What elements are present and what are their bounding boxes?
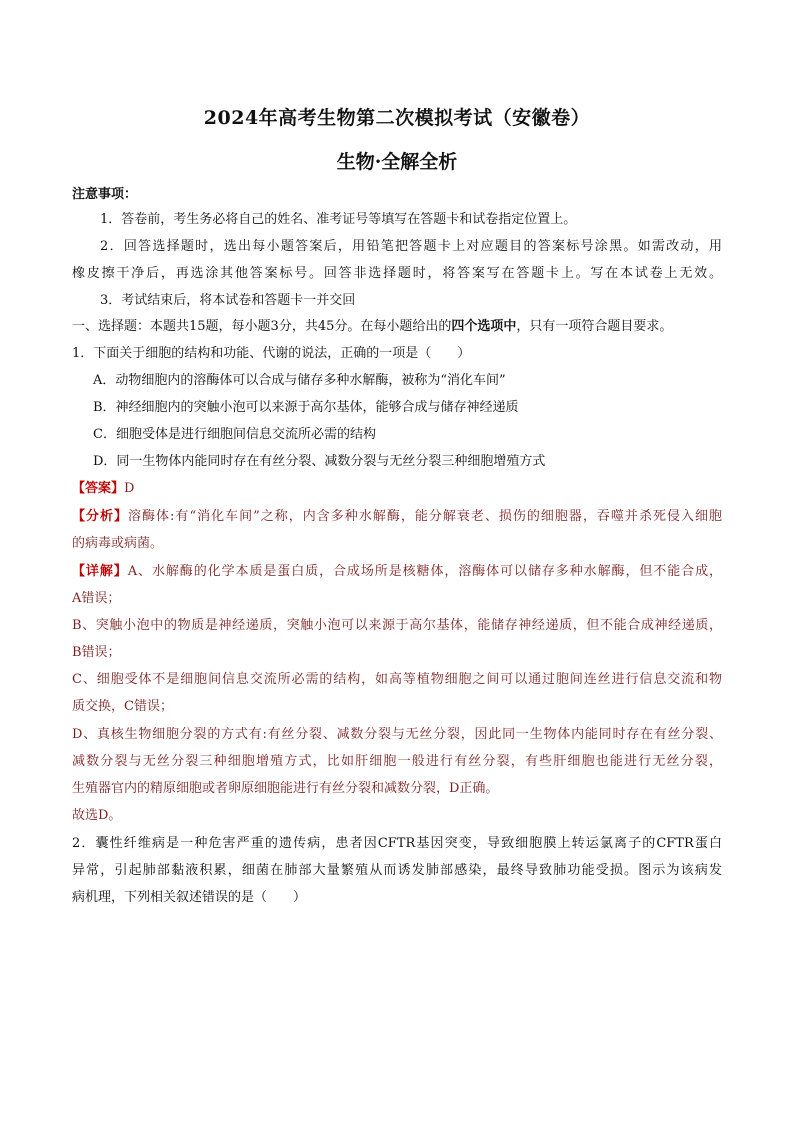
q1-option-b: B．神经细胞内的突触小泡可以来源于高尔基体，能够合成与储存神经递质 [93,400,519,415]
q1-option-c: C．细胞受体是进行细胞间信息交流所必需的结构 [93,427,376,442]
notice-item-3: 3．考试结束后，将本试卷和答题卡一并交回 [100,293,356,308]
q1-detail-line-8: 减数分裂与无丝分裂三种细胞增殖方式，比如肝细胞一般进行有丝分裂，有些肝细胞也能进行无丝分裂， [72,754,722,769]
notice-item-2: 2．回答选择题时，选出每小题答案后，用铅笔把答题卡上对应题目的答案标号涂黑。如需改动，用 [100,239,722,254]
q1-detail-line-7: D、真核生物细胞分裂的方式有:有丝分裂、减数分裂与无丝分裂，因此同一生物体内能同时存在有丝分裂、 [72,727,722,742]
answer-value: D [124,481,135,496]
detail-text-a: A、水解酶的化学本质是蛋白质，合成场所是核糖体，溶酶体可以储存多种水解酶，但不能合成， [127,564,722,579]
q2-stem-line-3: 病机理，下列相关叙述错误的是（ ） [72,890,307,905]
q1-detail-line-4: B错误； [72,645,121,660]
section-heading-tail: ，只有一项符合题目要求。 [516,319,673,334]
q1-detail-line-3: B、突触小泡中的物质是神经递质，突触小泡可以来源于高尔基体，能储存神经递质，但不能合成神经递质， [72,618,722,633]
q1-analysis-line-1 [72,508,722,526]
q1-detail-line-5: C、细胞受体不是细胞间信息交流所必需的结构，如高等植物细胞之间可以通过胞间连丝进行信息交流和物 [72,672,722,687]
q1-option-a: A．动物细胞内的溶酶体可以合成与储存多种水解酶，被称为“消化车间” [93,373,506,388]
q1-detail-line-9: 生殖器官内的精原细胞或者卵原细胞能进行有丝分裂和减数分裂，D正确。 [72,781,499,796]
document-subtitle: 生物·全解全析 [336,151,458,173]
q1-conclusion: 故选D。 [72,808,122,823]
section-heading-lead: 一、选择题：本题共15题，每小题3分，共45分。在每小题给出的 [72,319,452,334]
q2-stem-line-2: 异常，引起肺部黏液积累，细菌在肺部大量繁殖从而诱发肺部感染，最终导致肺功能受损。图示为该病发 [72,863,722,878]
analysis-text: 溶酶体:有“消化车间”之称，内含多种水解酶，能分解衰老、损伤的细胞器，吞噬并杀死侵入细胞 [128,509,722,524]
q2-stem-line-1: 2．囊性纤维病是一种危害严重的遗传病，患者因CFTR基因突变，导致细胞膜上转运氯离子的CFTR蛋白 [72,836,722,851]
q1-analysis-line-2: 的病毒或病菌。 [72,536,164,551]
analysis-tag: 【分析】 [72,509,129,524]
detail-tag: 【详解】 [72,564,128,579]
section-heading-bold: 四个选项中 [451,319,517,334]
notice-heading: 注意事项： [72,187,138,202]
answer-tag: 【答案】 [72,481,125,496]
q1-detail-line-2: A错误； [72,591,121,606]
q1-option-d: D．同一生物体内能同时存在有丝分裂、减数分裂与无丝分裂三种细胞增殖方式 [93,454,546,469]
notice-item-2-cont: 橡皮擦干净后，再选涂其他答案标号。回答非选择题时，将答案写在答题卡上。写在本试卷上无效。 [72,266,722,281]
document-title: 2024年高考生物第二次模拟考试（安徽卷） [203,107,591,129]
section-heading [72,318,672,336]
notice-item-1: 1．答卷前，考生务必将自己的姓名、准考证号等填写在答题卡和试卷指定位置上。 [100,212,577,227]
q1-detail-line-1 [72,563,722,581]
q1-stem: 1．下面关于细胞的结构和功能、代谢的说法，正确的一项是（ ） [72,346,471,361]
q1-detail-line-6: 质交换，C错误； [72,699,173,714]
q1-answer [72,480,134,498]
